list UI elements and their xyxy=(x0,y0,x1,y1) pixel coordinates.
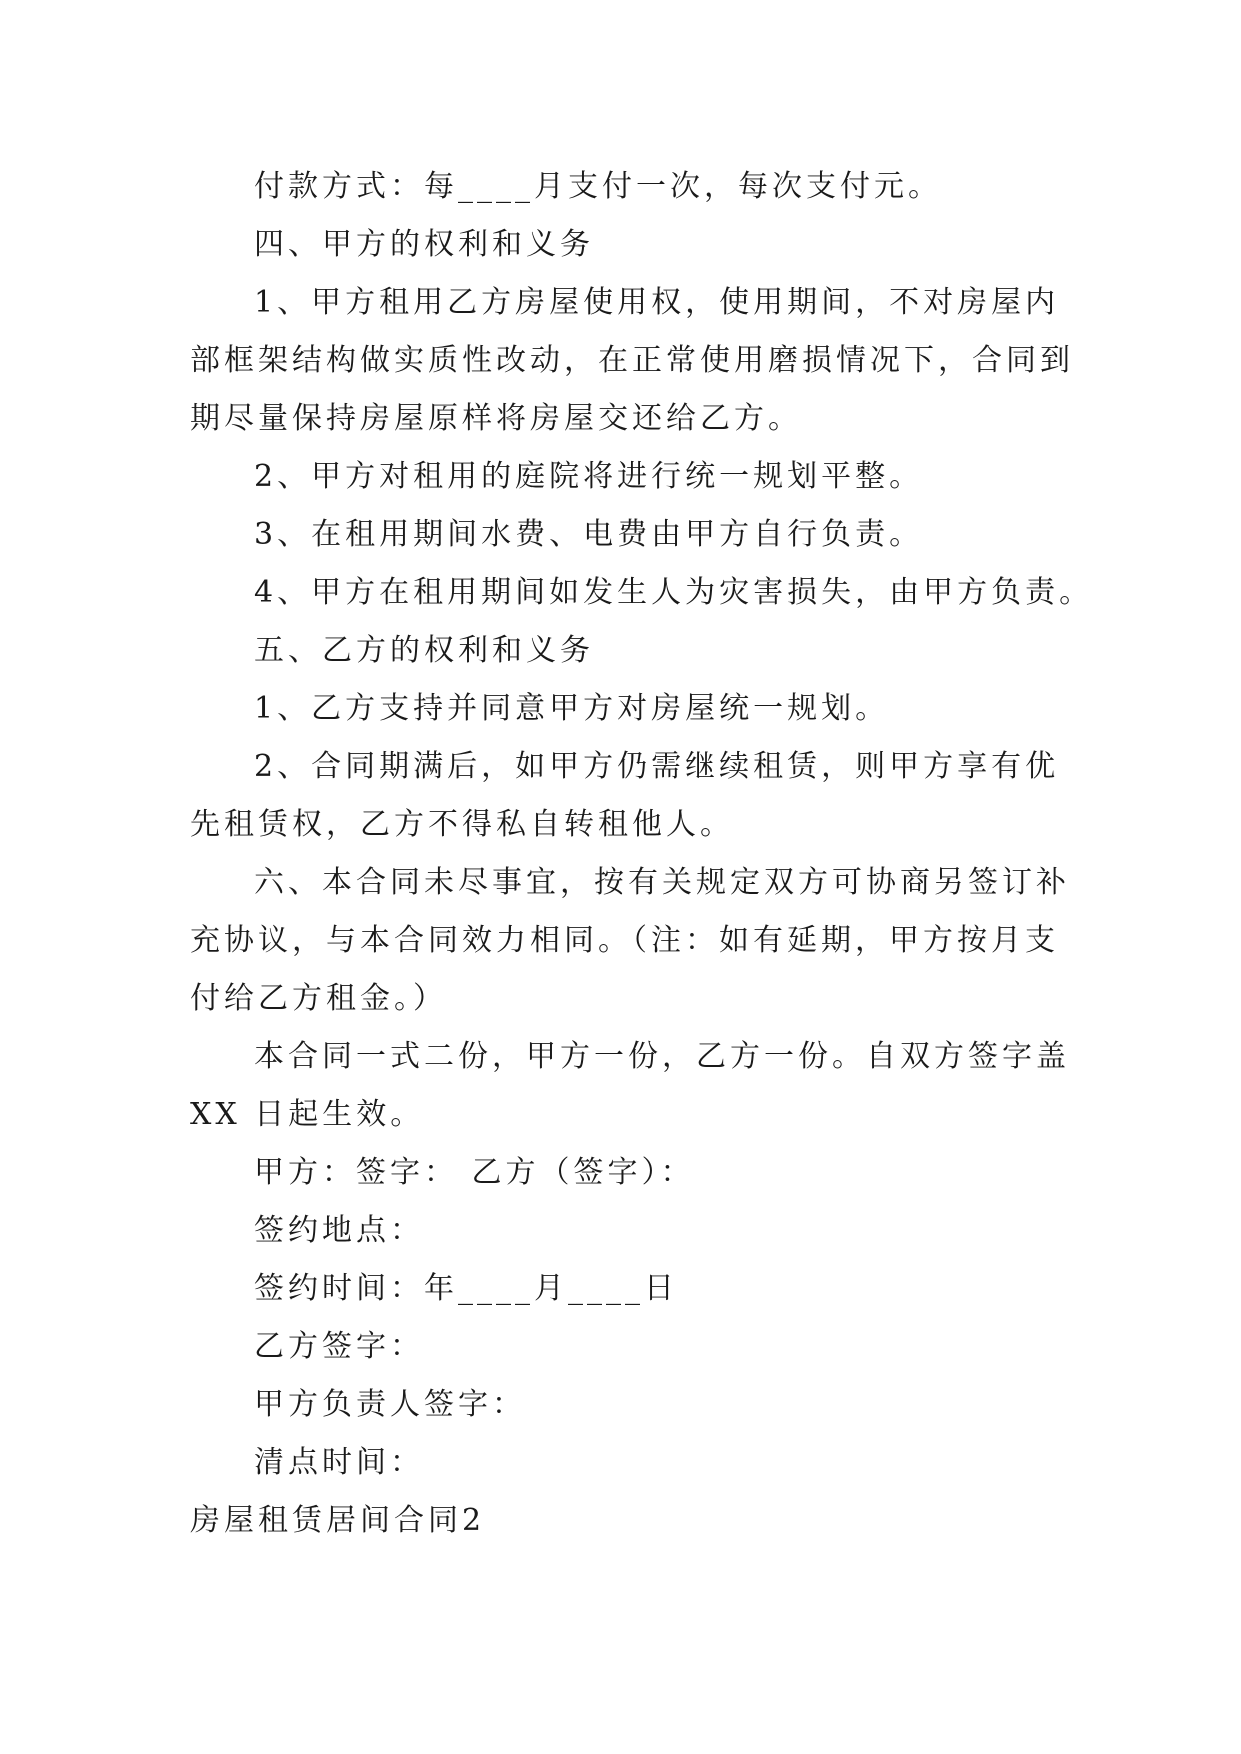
document-body xyxy=(190,158,1094,1550)
text-line: 签约地点： xyxy=(254,1213,424,1248)
text-line: 部框架结构做实质性改动，在正常使用磨损情况下，合同到 xyxy=(190,343,1074,378)
paragraph xyxy=(190,622,1060,680)
text-line: 充协议，与本合同效力相同。（注：如有延期，甲方按月支 xyxy=(190,923,1059,958)
text-line: XX 日起生效。 xyxy=(190,1097,425,1132)
text-line: 付给乙方租金。） xyxy=(190,981,447,1016)
text-line: 3、在租用期间水费、电费由甲方自行负责。 xyxy=(254,517,924,552)
paragraph xyxy=(190,564,1094,622)
paragraph xyxy=(190,1144,1060,1202)
text-line: 甲方：签字： 乙方（签字）： xyxy=(254,1155,695,1190)
text-line: 2、甲方对租用的庭院将进行统一规划平整。 xyxy=(254,459,924,494)
text-line: 付款方式：每____月支付一次，每次支付元。 xyxy=(254,169,942,204)
text-line: 本合同一式二份，甲方一份，乙方一份。自双方签字盖 xyxy=(254,1039,1070,1074)
text-line: 1、甲方租用乙方房屋使用权，使用期间，不对房屋内 xyxy=(254,285,1060,320)
text-line: 期尽量保持房屋原样将房屋交还给乙方。 xyxy=(190,401,802,436)
text-line: 四、甲方的权利和义务 xyxy=(254,227,594,262)
text-line: 六、本合同未尽事宜，按有关规定双方可协商另签订补 xyxy=(254,865,1070,900)
paragraph xyxy=(190,448,1060,506)
text-line: 乙方签字： xyxy=(254,1329,424,1364)
paragraph xyxy=(190,1028,1070,1144)
paragraph xyxy=(190,680,1060,738)
text-line: 清点时间： xyxy=(254,1445,424,1480)
text-line: 1、乙方支持并同意甲方对房屋统一规划。 xyxy=(254,691,890,726)
text-line: 五、乙方的权利和义务 xyxy=(254,633,594,668)
paragraph xyxy=(190,854,1070,1028)
text-line: 签约时间：年____月____日 xyxy=(254,1271,678,1306)
paragraph xyxy=(190,158,1060,216)
paragraph xyxy=(190,274,1074,448)
paragraph xyxy=(190,506,1060,564)
paragraph xyxy=(190,738,1060,854)
paragraph xyxy=(190,1260,1060,1318)
text-line: 4、甲方在租用期间如发生人为灾害损失，由甲方负责。 xyxy=(254,575,1094,610)
text-line: 2、合同期满后，如甲方仍需继续租赁，则甲方享有优 xyxy=(254,749,1060,784)
paragraph xyxy=(190,1376,1060,1434)
paragraph xyxy=(190,1492,1060,1550)
text-line: 甲方负责人签字： xyxy=(254,1387,526,1422)
paragraph xyxy=(190,216,1060,274)
paragraph xyxy=(190,1318,1060,1376)
text-line: 房屋租赁居间合同2 xyxy=(190,1503,486,1538)
paragraph xyxy=(190,1434,1060,1492)
paragraph xyxy=(190,1202,1060,1260)
text-line: 先租赁权，乙方不得私自转租他人。 xyxy=(190,807,734,842)
